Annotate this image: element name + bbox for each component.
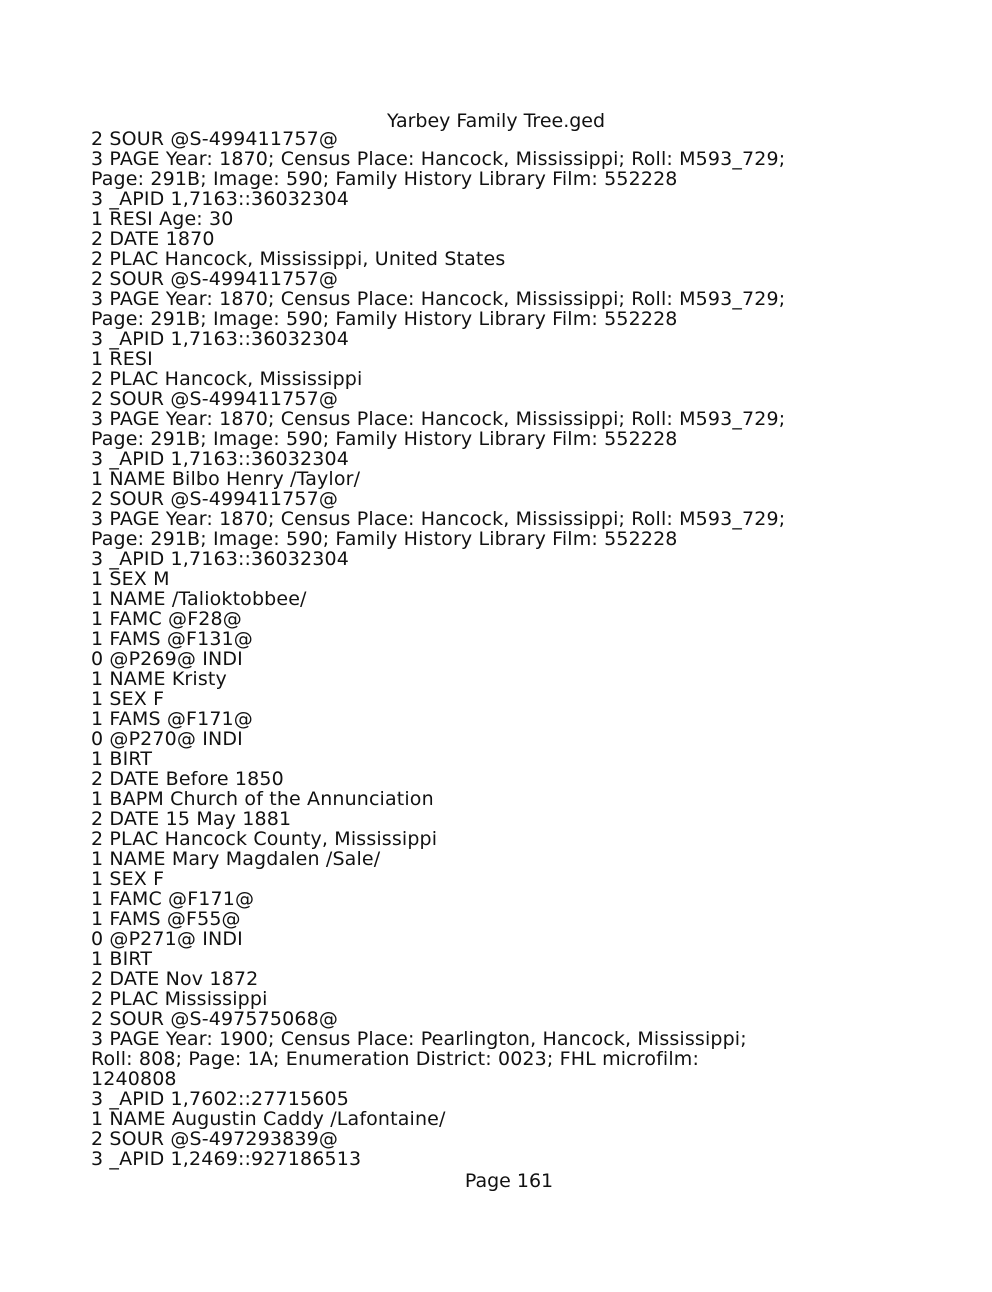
gedcom-line: 1 FAMC @F171@ (91, 888, 255, 910)
gedcom-line: 1 NAME Mary Magdalen /Sale/ (91, 848, 381, 870)
gedcom-line: 3 _APID 1,7602::27715605 (91, 1088, 349, 1110)
gedcom-line: 1 NAME Augustin Caddy /Lafontaine/ (91, 1108, 446, 1130)
gedcom-line: Page: 291B; Image: 590; Family History Library Film: 552228 (91, 528, 678, 550)
gedcom-line: 1 FAMC @F28@ (91, 608, 242, 630)
gedcom-line: 1 FAMS @F131@ (91, 628, 253, 650)
gedcom-line: 3 PAGE Year: 1870; Census Place: Hancock, Mississippi; Roll: M593_729; (91, 508, 786, 530)
document-title: Yarbey Family Tree.ged (386, 110, 606, 132)
gedcom-line: 1 SEX F (91, 868, 165, 890)
gedcom-line: 2 SOUR @S-499411757@ (91, 388, 339, 410)
gedcom-line: Page: 291B; Image: 590; Family History Library Film: 552228 (91, 428, 678, 450)
gedcom-line: 2 DATE 15 May 1881 (91, 808, 292, 830)
gedcom-line: Page: 291B; Image: 590; Family History Library Film: 552228 (91, 168, 678, 190)
gedcom-line: 1 SEX F (91, 688, 165, 710)
gedcom-line: 1 RESI (91, 348, 153, 370)
gedcom-line: 1 RESI Age: 30 (91, 208, 234, 230)
gedcom-line: 1 BAPM Church of the Annunciation (91, 788, 434, 810)
gedcom-line: 1 NAME /Talioktobbee/ (91, 588, 307, 610)
gedcom-line: 1 FAMS @F171@ (91, 708, 253, 730)
gedcom-line: 2 DATE 1870 (91, 228, 215, 250)
gedcom-line: 1 BIRT (91, 948, 153, 970)
gedcom-line: 3 PAGE Year: 1900; Census Place: Pearlington, Hancock, Mississippi; (91, 1028, 747, 1050)
gedcom-line: 1 NAME Kristy (91, 668, 227, 690)
gedcom-line: 0 @P270@ INDI (91, 728, 243, 750)
gedcom-line: Roll: 808; Page: 1A; Enumeration District: 0023; FHL microfilm: (91, 1048, 699, 1070)
gedcom-line: 2 PLAC Hancock County, Mississippi (91, 828, 438, 850)
gedcom-line: 1 NAME Bilbo Henry /Taylor/ (91, 468, 361, 490)
gedcom-line: 2 SOUR @S-499411757@ (91, 128, 339, 150)
gedcom-line: 2 SOUR @S-497575068@ (91, 1008, 339, 1030)
gedcom-line: 3 PAGE Year: 1870; Census Place: Hancock, Mississippi; Roll: M593_729; (91, 288, 786, 310)
gedcom-line: 2 DATE Before 1850 (91, 768, 284, 790)
gedcom-line: 3 PAGE Year: 1870; Census Place: Hancock, Mississippi; Roll: M593_729; (91, 148, 786, 170)
gedcom-line: 2 PLAC Hancock, Mississippi (91, 368, 363, 390)
gedcom-line: 2 PLAC Hancock, Mississippi, United States (91, 248, 506, 270)
gedcom-line: 3 _APID 1,7163::36032304 (91, 548, 349, 570)
gedcom-lines (91, 129, 951, 1169)
gedcom-line: 2 DATE Nov 1872 (91, 968, 259, 990)
gedcom-line: 3 PAGE Year: 1870; Census Place: Hancock, Mississippi; Roll: M593_729; (91, 408, 786, 430)
gedcom-line: 1 SEX M (91, 568, 170, 590)
gedcom-line: 0 @P269@ INDI (91, 648, 243, 670)
gedcom-line: 3 _APID 1,7163::36032304 (91, 448, 349, 470)
gedcom-line: 1240808 (91, 1068, 177, 1090)
page-number: Page 161 (464, 1170, 554, 1192)
gedcom-line: 2 PLAC Mississippi (91, 988, 268, 1010)
gedcom-line: 1 FAMS @F55@ (91, 908, 241, 930)
gedcom-line: Page: 291B; Image: 590; Family History Library Film: 552228 (91, 308, 678, 330)
gedcom-line: 1 BIRT (91, 748, 153, 770)
gedcom-line: 0 @P271@ INDI (91, 928, 243, 950)
gedcom-line: 3 _APID 1,2469::927186513 (91, 1148, 362, 1170)
gedcom-line: 3 _APID 1,7163::36032304 (91, 188, 349, 210)
gedcom-line: 2 SOUR @S-497293839@ (91, 1128, 339, 1150)
gedcom-line: 3 _APID 1,7163::36032304 (91, 328, 349, 350)
gedcom-line: 2 SOUR @S-499411757@ (91, 268, 339, 290)
gedcom-line: 2 SOUR @S-499411757@ (91, 488, 339, 510)
